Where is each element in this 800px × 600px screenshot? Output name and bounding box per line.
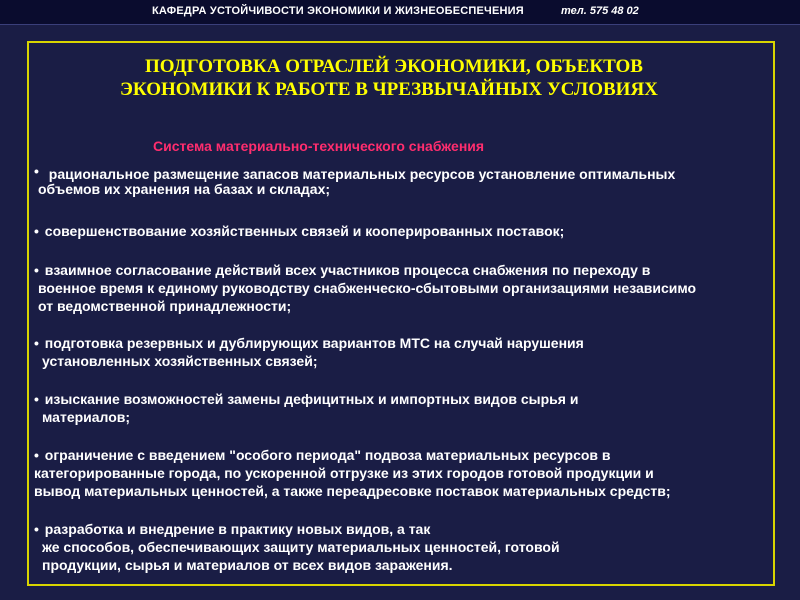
phone-number: тел. 575 48 02 (561, 5, 639, 17)
bullet-5-line-2: материалов; (42, 409, 131, 425)
bullet-icon: • (34, 223, 39, 239)
bullet-icon: • (34, 391, 39, 407)
bullet-7-line-1: разработка и внедрение в практику новых видов, а так (44, 521, 431, 537)
bullet-3-line-2: военное время к единому руководству снабженческо-сбытовыми организациями независимо (38, 280, 697, 296)
bullet-item-3 (34, 261, 696, 315)
bullet-icon: • (34, 163, 39, 179)
bullet-1-line-1: рациональное размещение запасов материальных ресурсов установление оптимальных (48, 166, 676, 182)
bullet-item-7 (34, 520, 560, 574)
bullet-1-line-2: объемов их хранения на базах и складах; (38, 181, 331, 197)
bullet-icon: • (34, 262, 39, 278)
slide-title-line-1: ПОДГОТОВКА ОТРАСЛЕЙ ЭКОНОМИКИ, ОБЪЕКТОВ (145, 56, 643, 77)
bullet-icon: • (34, 335, 39, 351)
header-bar (0, 0, 800, 25)
bullet-2-line-1: совершенствование хозяйственных связей и кооперированных поставок; (44, 223, 565, 239)
bullet-3-line-3: от ведомственной принадлежности; (38, 298, 292, 314)
bullet-item-2 (34, 222, 564, 240)
bullet-item-4 (34, 334, 584, 370)
bullet-6-line-3: вывод материальных ценностей, а также переадресовке поставок материальных средств; (34, 483, 671, 499)
bullet-icon: • (34, 521, 39, 537)
bullet-6-line-1: ограничение с введением "особого периода" подвоза материальных ресурсов в (44, 447, 611, 463)
bullet-6-line-2: категорированные города, по ускоренной отгрузке из этих городов готовой продукции и (34, 465, 654, 481)
bullet-7-line-2: же способов, обеспечивающих защиту материальных ценностей, готовой (42, 539, 560, 555)
bullet-7-line-3: продукции, сырья и материалов от всех видов заражения. (42, 557, 453, 573)
slide-title-line-2: ЭКОНОМИКИ К РАБОТЕ В ЧРЕЗВЫЧАЙНЫХ УСЛОВИЯХ (120, 79, 658, 100)
bullet-item-1 (34, 162, 675, 198)
bullet-4-line-1: подготовка резервных и дублирующих вариантов МТС на случай нарушения (44, 335, 584, 351)
bullet-item-5 (34, 390, 578, 426)
bullet-item-6 (34, 446, 671, 500)
bullet-5-line-1: изыскание возможностей замены дефицитных и импортных видов сырья и (44, 391, 579, 407)
department-name: КАФЕДРА УСТОЙЧИВОСТИ ЭКОНОМИКИ И ЖИЗНЕОБЕСПЕЧЕНИЯ (152, 5, 524, 17)
bullet-4-line-2: установленных хозяйственных связей; (42, 353, 318, 369)
bullet-3-line-1: взаимное согласование действий всех участников процесса снабжения по переходу в (44, 262, 651, 278)
slide-subtitle: Система материально-технического снабжения (153, 138, 485, 154)
bullet-icon: • (34, 447, 39, 463)
